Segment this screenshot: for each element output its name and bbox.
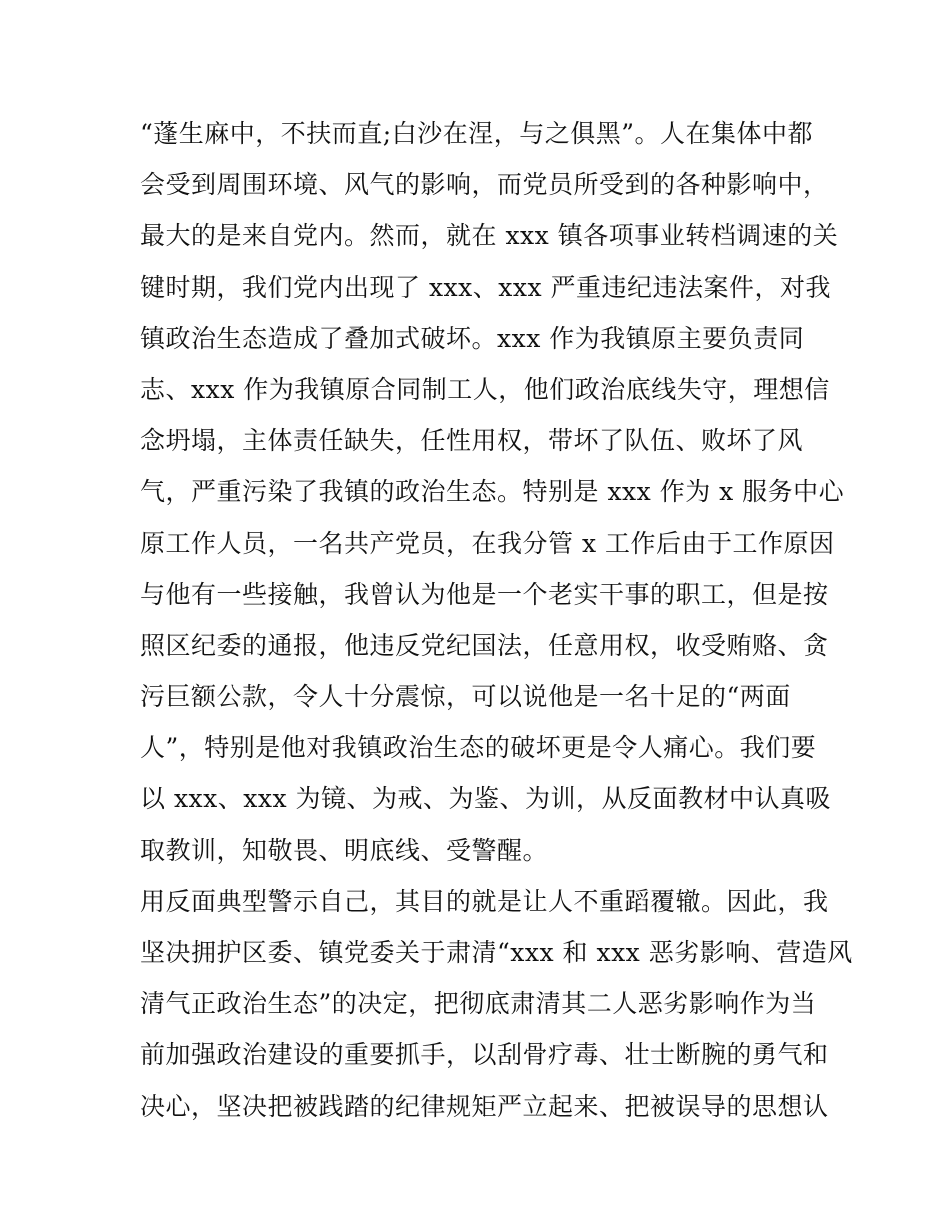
text-line: 键时期，我们党内出现了 xxx、xxx 严重违纪违法案件，对我 — [140, 272, 831, 302]
text-line: 最大的是来自党内。然而，就在 xxx 镇各项事业转档调速的关 — [140, 221, 839, 251]
text-line: 决心，坚决把被践踏的纪律规矩严立起来、把被误导的思想认 — [140, 1091, 829, 1121]
text-line: 会受到周围环境、风气的影响，而党员所受到的各种影响中， — [140, 170, 829, 200]
text-line: 与他有一些接触，我曾认为他是一个老实干事的职工，但是按 — [140, 579, 829, 609]
text-line: 清气正政治生态”的决定，把彻底肃清其二人恶劣影响作为当 — [140, 989, 817, 1019]
text-line: 镇政治生态造成了叠加式破坏。xxx 作为我镇原主要负责同 — [140, 323, 805, 353]
text-line: 念坍塌，主体责任缺失，任性用权，带坏了队伍、败坏了风 — [140, 426, 804, 456]
body-text — [140, 108, 853, 1132]
text-line: 取教训，知敬畏、明底线、受警醒。 — [140, 835, 549, 865]
text-line: 以 xxx、xxx 为镜、为戒、为鉴、为训，从反面教材中认真吸 — [140, 784, 831, 814]
text-line: 志、xxx 作为我镇原合同制工人，他们政治底线失守，理想信 — [140, 374, 830, 404]
text-line: 坚决拥护区委、镇党委关于肃清“xxx 和 xxx 恶劣影响、营造风 — [140, 938, 853, 967]
text-line: 前加强政治建设的重要抓手，以刮骨疗毒、壮士断腕的勇气和 — [140, 1040, 829, 1070]
text-line: 原工作人员，一名共产党员，在我分管 x 工作后由于工作原因 — [140, 528, 835, 558]
text-line: 污巨额公款，令人十分震惊，可以说他是一名十足的“两面 — [140, 682, 791, 712]
text-line: 照区纪委的通报，他违反党纪国法，任意用权，收受贿赂、贪 — [140, 630, 829, 660]
text-line: 人”，特别是他对我镇政治生态的破坏更是令人痛心。我们要 — [140, 733, 817, 763]
text-line: 气，严重污染了我镇的政治生态。特别是 xxx 作为 x 服务中心 — [140, 477, 845, 507]
text-line: 用反面典型警示自己，其目的就是让人不重蹈覆辙。因此，我 — [140, 886, 829, 916]
text-line: “蓬生麻中，不扶而直;白沙在涅，与之俱黑”。人在集体中都 — [140, 119, 813, 148]
